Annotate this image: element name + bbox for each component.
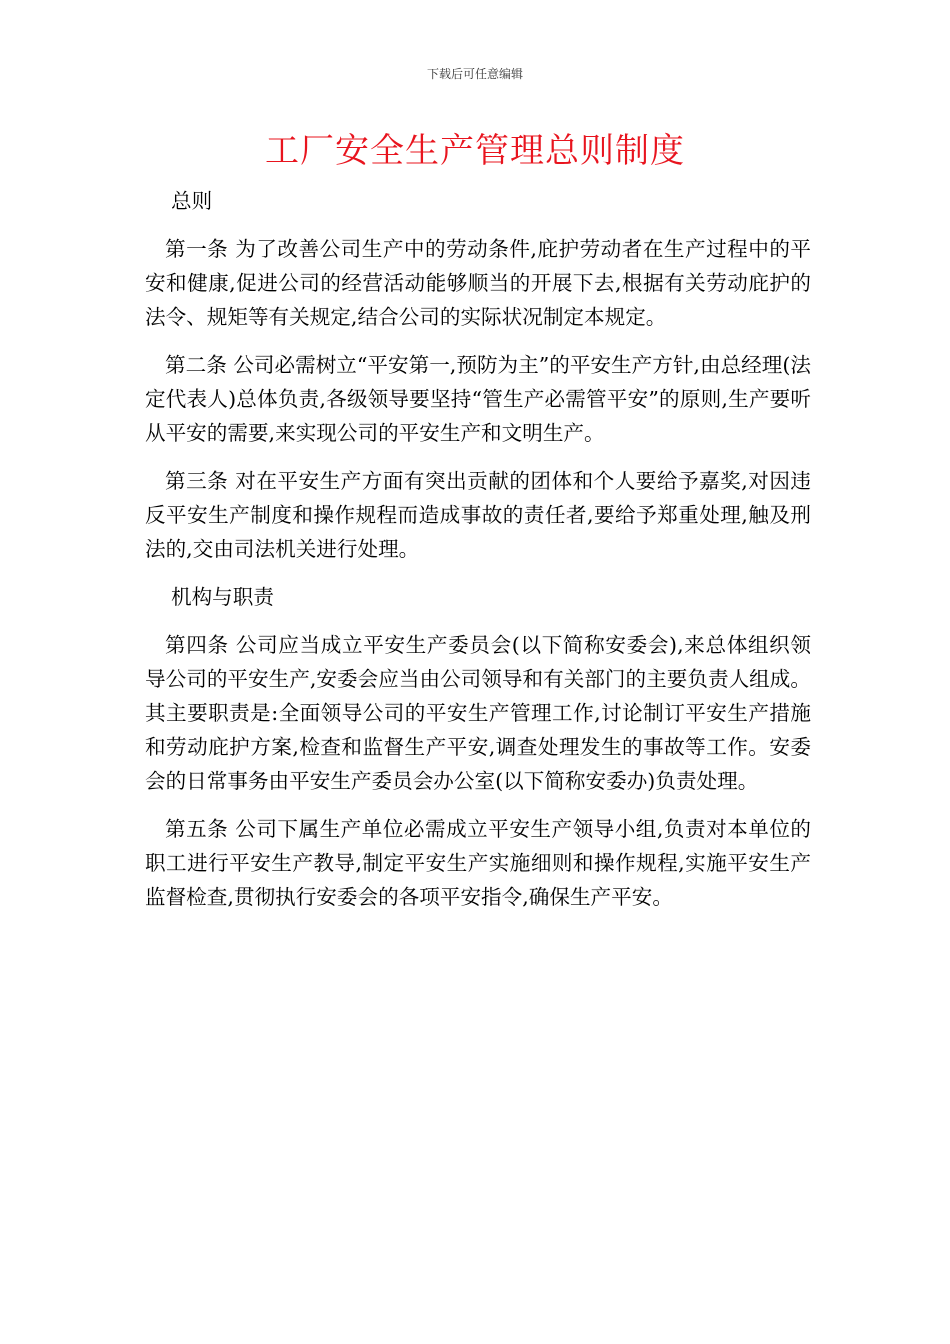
article-3: 第三条 对在平安生产方面有突出贡献的团体和个人要给予嘉奖,对因违反平安生产制度和操作规程而造成事故的责任者,要给予郑重处理,触及刑法的,交由司法机关进行处理。 — [145, 469, 811, 561]
article-2: 第二条 公司必需树立“平安第一,预防为主”的平安生产方针,由总经理(法定代表人)总体负责,各级领导要坚持“管生产必需管平安”的原则,生产要听从平安的需要,来实现公司的平安生产和文明生产。 — [145, 353, 811, 445]
header-note: 下载后可任意编辑 — [426, 67, 523, 81]
section-heading-organization: 机构与职责 — [171, 585, 274, 609]
document-body — [145, 184, 811, 928]
article-5: 第五条 公司下属生产单位必需成立平安生产领导小组,负责对本单位的职工进行平安生产教导,制定平安生产实施细则和操作规程,实施平安生产监督检查,贯彻执行安委会的各项平安指令,确保生产平安。 — [145, 817, 811, 909]
section-heading-general: 总则 — [171, 189, 213, 213]
article-1: 第一条 为了改善公司生产中的劳动条件,庇护劳动者在生产过程中的平安和健康,促进公司的经营活动能够顺当的开展下去,根据有关劳动庇护的法令、规矩等有关规定,结合公司的实际状况制定本规定。 — [145, 237, 811, 329]
document-title: 工厂安全生产管理总则制度 — [265, 131, 685, 171]
article-4: 第四条 公司应当成立平安生产委员会(以下简称安委会),来总体组织领导公司的平安生产,安委会应当由公司领导和有关部门的主要负责人组成。其主要职责是:全面领导公司的平安生产管理工作,讨论制订平安生产措施和劳动庇护方案,检查和监督生产平安,调查处理发生的事故等工作。安委会的日常事务由平安生产委员会办公室(以下简称安委办)负责处理。 — [145, 633, 811, 793]
